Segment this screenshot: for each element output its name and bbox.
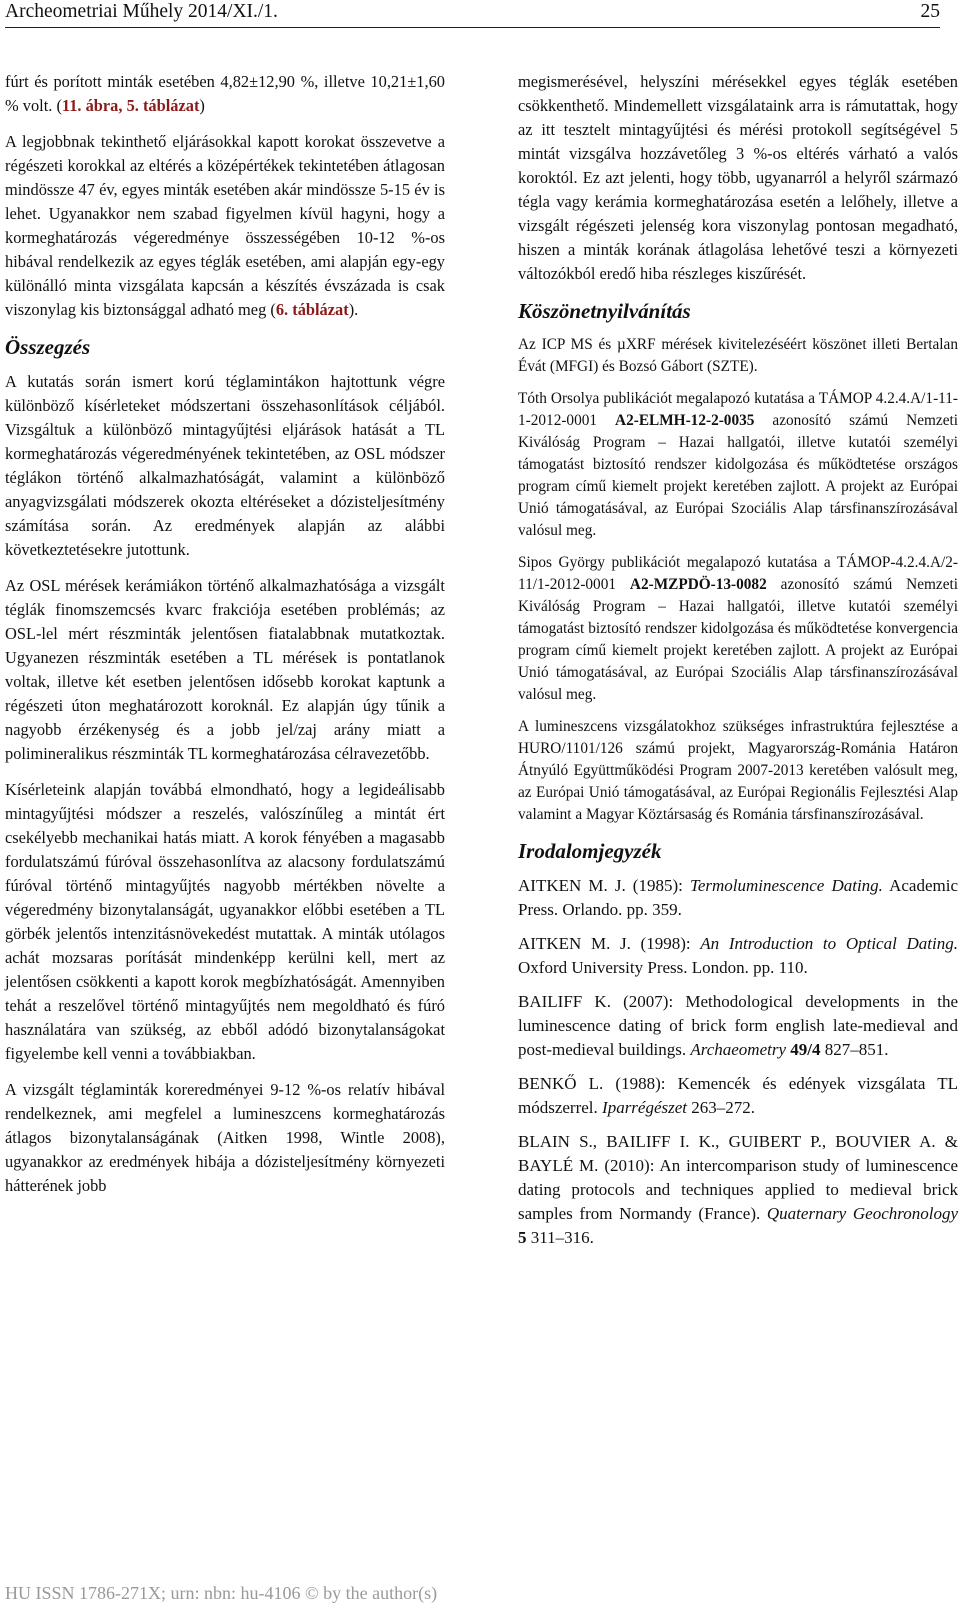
ack-paragraph: Az ICP MS és µXRF mérések kivitelezéséért köszönet illeti Bertalan Évát (MFGI) és Bozsó Gábort (SZTE). — [518, 336, 958, 375]
project-code: A2-ELMH-12-2-0035 — [615, 412, 755, 429]
section-heading-acknowledgements: Köszönetnyilvánítás — [518, 299, 691, 323]
right-column — [518, 70, 958, 1260]
table-link[interactable]: 6. táblázat — [275, 300, 349, 319]
paragraph: Kísérleteink alapján továbbá elmondható, hogy a legideálisabb mintagyűjtési módszer a reszelés, valószínűleg a mintát ért csekélyebb mechanikai hatás miatt. A korok fényében a magasabb fordulatszámú fúróval összehasonlítva az alacsony fordulatszámú fúróval történő mintagyűjtés nagyobb mértékben növelte a végeredmény bizonytalanságát, ugyanakkor előbbi esetében a TL görbék jelentős intenzitásnövekedést mutattak. A minták utólagos achát mozsaras porítását mindenképp kerülni kell, mert az jelentősen csökkenti a kapott korok megbízhatóságát. Amennyiben tehát a reszelővel történő mintagyűjtés nem megoldható és fúró használatára van szükség, az ebből adódó bizonytalanságokat figyelembe kell venni a továbbiakban. — [5, 780, 445, 1063]
paragraph: Az OSL mérések kerámiákon történő alkalmazhatósága a vizsgált téglák finomszemcsés kvarc frakciója esetében problémás; az OSL-lel mért részminták jelentősen fiatalabbnak mutatkoztak. Ugyanezen részminták esetében a TL mérések is pontatlanok voltak, illetve két esetben jelentősen idősebb korokat kaptunk a régészeti úton meghatározott koroknál. Ez alapján úgy tűnik a nagyobb érzékenység és a jobb jel/zaj arány miatt a polimineralikus részminták TL kormeghatározása célravezetőbb. — [5, 576, 445, 763]
paragraph: fúrt és porított minták esetében 4,82±12,90 %, illetve 10,21±1,60 % volt. (11. ábra, 5. táblázat) — [5, 72, 445, 115]
ack-paragraph: A lumineszcens vizsgálatokhoz szükséges infrastruktúra fejlesztése a HURO/1101/126 számú projekt, Magyarország-Románia Határon Átnyúló Együttműködési Program 2007-2013 keretében valósult meg, az Európai Unió támogatásával, az Európai Regionális Fejlesztési Alap valamint a Magyar Köztársaság és Románia társfinanszírozásával. — [518, 718, 958, 823]
paragraph: A vizsgált téglaminták koreredményei 9-12 %-os relatív hibával rendelkeznek, ami megfelel a lumineszcens kormeghatározás átlagos bizonytalanságának (Aitken 1998, Wintle 2008), ugyanakkor az eredmények hibája a dózisteljesítmény környezeti hátterének jobb — [5, 1080, 445, 1195]
paragraph: A legjobbnak tekinthető eljárásokkal kapott korokat összevetve a régészeti korokkal az eltérés a középértékek tekintetében átlagosan mindössze 47 év, egyes minták esetében akár mindössze 5-15 év is lehet. Ugyanakkor nem szabad figyelmen kívül hagyni, hogy a kormeghatározás végeredménye összességében 10-12 %-os hibával rendelkezik az egyes téglák esetében, ami alapján egy-egy különálló minta vizsgálata kapcsán a készítés évszázada is csak viszonylag kis biztonsággal adható meg (6. táblázat). — [5, 132, 445, 319]
left-column — [5, 70, 445, 1210]
reference-item: BLAIN S., BAILIFF I. K., GUIBERT P., BOUVIER A. & BAYLÉ M. (2010): An intercomparison study of luminescence dating protocols and techniques applied to medieval brick samples from Normandy (France). Quaternary Geochronology 5 311–316. — [518, 1132, 958, 1247]
page-footer: HU ISSN 1786-271X; urn: nbn: hu-4106 © by the author(s) — [5, 1583, 438, 1603]
paragraph: megismerésével, helyszíni mérésekkel egyes téglák esetében csökkenthető. Mindemellett vizsgálataink arra is rámutattak, hogy az itt tesztelt mintagyűjtési és mérési protokoll segítségével 5 mintát vizsgálva hozzávetőleg 3 %-os eltérés várható a valós koroktól. Ez azt jelenti, hogy több, ugyanarról a helyről származó tégla vagy kerámia kormeghatározása esetén a lelőhely, illetve a vizsgált régészeti jelenség kora viszonylag pontosan megadható, hiszen a minták korának átlagolása lehetővé teszi a környezeti változókból eredő hiba részleges kiszűrését. — [518, 72, 958, 283]
journal-title: Archeometriai Műhely 2014/XI./1. — [5, 1, 278, 22]
reference-item: BAILIFF K. (2007): Methodological developments in the luminescence dating of brick form english late-medieval and post-medieval buildings. Archaeometry 49/4 827–851. — [518, 992, 958, 1059]
figure-table-link[interactable]: 11. ábra, 5. táblázat — [61, 96, 200, 115]
project-code: A2-MZPDÖ-13-0082 — [629, 576, 767, 593]
ack-paragraph: Sipos György publikációt megalapozó kutatása a TÁMOP-4.2.4.A/2-11/1-2012-0001 A2-MZPDÖ-13-0082 azonosító számú Nemzeti Kiválóság Program – Hazai hallgatói, illetve kutatói személyi támogatást biztosító rendszer kidolgozása és működtetése konvergencia program című kiemelt projekt keretében zajlott. A projekt az Európai Unió támogatásával, az Európai Szociális Alap társfinanszírozásával valósul meg. — [518, 554, 958, 703]
reference-item: AITKEN M. J. (1998): An Introduction to Optical Dating. Oxford University Press. London. pp. 110. — [518, 934, 958, 977]
section-heading-references: Irodalomjegyzék — [518, 839, 662, 863]
paragraph: A kutatás során ismert korú téglamintákon hajtottunk végre különböző kísérleteket módszertani összehasonlítások céljából. Vizsgáltuk a különböző mintagyűjtési eljárások hatását a TL kormeghatározás végeredményének tekintetében, az OSL módszer téglákon történő alkalmazhatóságát, valamint a különböző anyagvizsgálati módszerek okozta eltéréseket a dózisteljesítmény számítása során. Az eredmények alapján az alábbi következtetésekre jutottunk. — [5, 372, 445, 559]
page-header — [5, 0, 940, 28]
acknowledgements — [518, 334, 958, 826]
reference-item: BENKŐ L. (1988): Kemencék és edények vizsgálata TL módszerrel. Iparrégészet 263–272. — [518, 1074, 958, 1117]
reference-item: AITKEN M. J. (1985): Termoluminescence Dating. Academic Press. Orlando. pp. 359. — [518, 876, 959, 919]
ack-paragraph: Tóth Orsolya publikációt megalapozó kutatása a TÁMOP 4.2.4.A/1-11-1-2012-0001 A2-ELMH-12-2-0035 azonosító számú Nemzeti Kiválóság Program – Hazai hallgatói, illetve kutatói személyi támogatást biztosító rendszer kidolgozása és működtetése országos program című kiemelt projekt keretében zajlott. A projekt az Európai Unió támogatásával, az Európai Szociális Alap társfinanszírozásával valósul meg. — [518, 390, 958, 539]
page-number: 25 — [920, 1, 940, 22]
reference-list — [518, 874, 958, 1250]
section-heading-summary: Összegzés — [5, 335, 91, 359]
